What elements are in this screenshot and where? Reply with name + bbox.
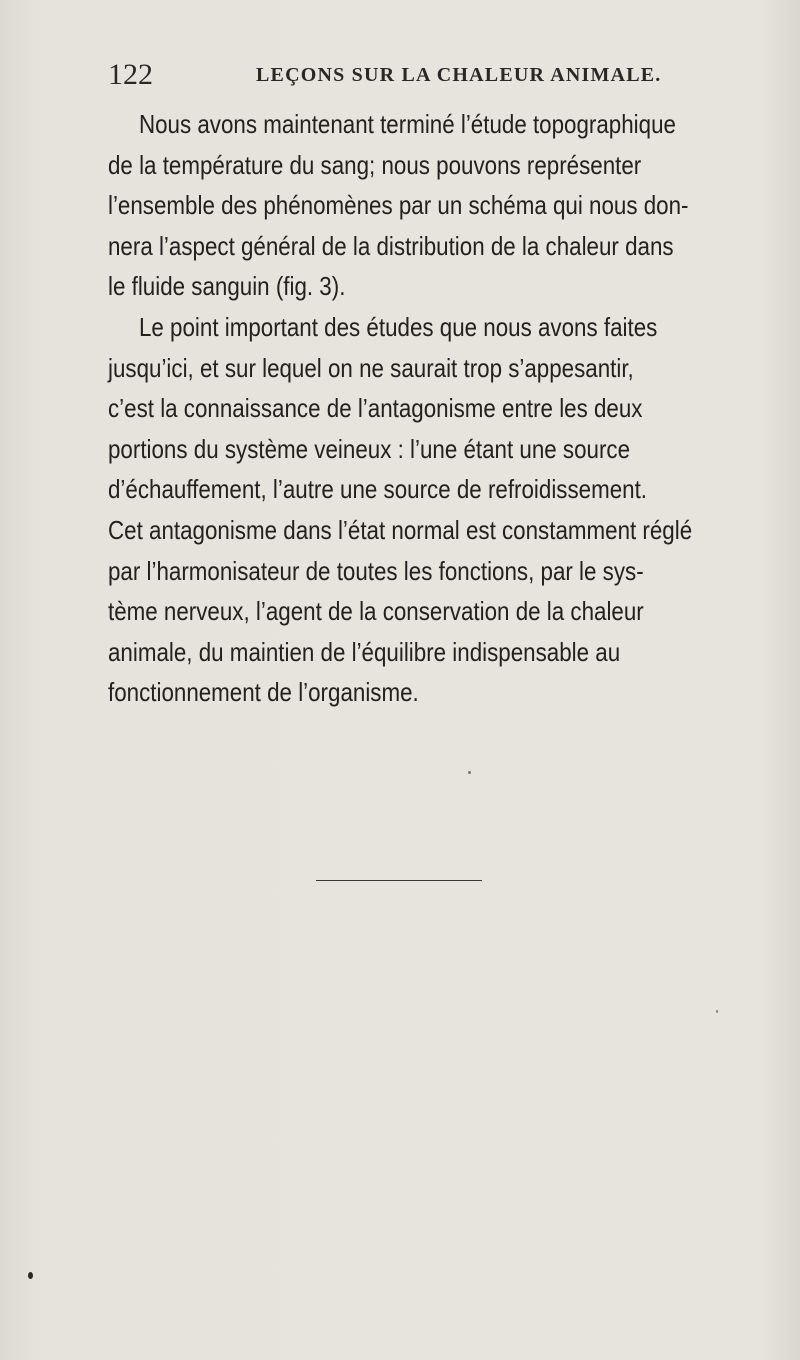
body-text bbox=[108, 104, 736, 713]
running-title: LEÇONS SUR LA CHALEUR ANIMALE. bbox=[256, 64, 662, 86]
paragraph-1 bbox=[108, 104, 736, 307]
ink-speck bbox=[28, 1272, 33, 1279]
text-line: d’échauffement, l’autre une source de refroidissement. bbox=[108, 474, 648, 505]
page-number: 122 bbox=[108, 58, 153, 91]
running-head bbox=[108, 58, 728, 92]
text-line: Nous avons maintenant terminé l’étude topographique bbox=[138, 109, 676, 139]
text-line: fonctionnement de l’organisme. bbox=[108, 677, 419, 708]
text-line: jusqu’ici, et sur lequel on ne saurait trop s’appesantir, bbox=[108, 352, 634, 383]
section-rule bbox=[316, 880, 482, 881]
paragraph-2 bbox=[108, 307, 736, 713]
ink-speck bbox=[716, 1010, 718, 1013]
text-line: de la température du sang; nous pouvons représenter bbox=[108, 149, 642, 180]
text-line: l’ensemble des phénomènes par un schéma qui nous don- bbox=[108, 190, 689, 221]
text-line: c’est la connaissance de l’antagonisme entre les deux bbox=[108, 393, 643, 424]
text-line: par l’harmonisateur de toutes les fonctions, par le sys- bbox=[108, 555, 644, 586]
text-line: Le point important des études que nous avons faites bbox=[138, 311, 658, 342]
ink-speck bbox=[468, 771, 471, 774]
text-line: animale, du maintien de l’équilibre indispensable au bbox=[108, 636, 621, 667]
text-line: tème nerveux, l’agent de la conservation de la chaleur bbox=[108, 596, 644, 627]
text-line: portions du système veineux : l’une étant une source bbox=[108, 433, 631, 464]
text-line: nera l’aspect général de la distribution de la chaleur dans bbox=[108, 230, 674, 261]
text-line: le fluide sanguin (fig. 3). bbox=[108, 271, 346, 302]
text-line: Cet antagonisme dans l’état normal est constamment réglé bbox=[108, 514, 693, 545]
